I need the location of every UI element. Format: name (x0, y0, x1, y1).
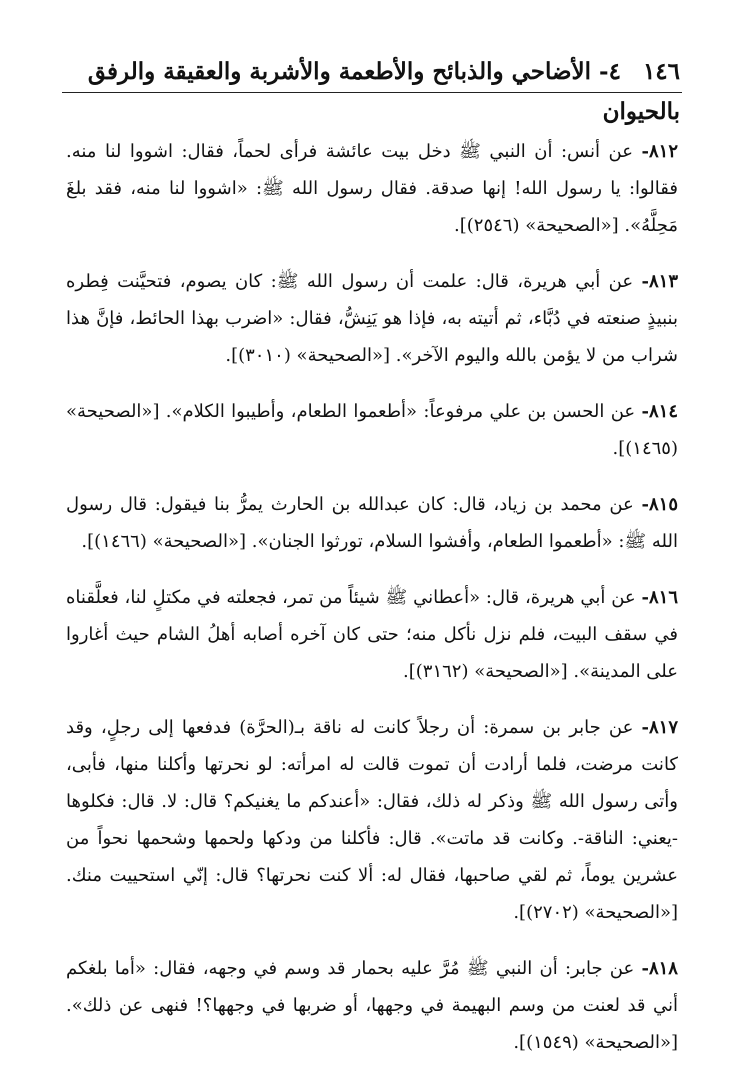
hadith-number: ٨١٣- (641, 271, 678, 292)
hadith-814 (66, 393, 678, 467)
hadith-817 (66, 709, 678, 931)
hadith-number: ٨١٤- (641, 401, 678, 422)
page-header (60, 52, 680, 125)
hadith-number: ٨١٥- (641, 494, 678, 515)
hadith-818 (66, 950, 678, 1061)
header-divider (62, 92, 682, 93)
hadith-number: ٨١٨- (641, 958, 678, 979)
hadith-text: عن جابر بن سمرة: أن رجلاً كانت له ناقة بـ(الحرَّة) فدفعها إلى رجلٍ، وقد كانت مرضت، فلما أرادت أن تموت قالت له امرأته: لو نحرتها وأكلنا منها، فأبى، وأتى رسول الله ﷺ وذكر له ذلك، فقال: «أعندكم ما يغنيكم؟ قال: لا. قال: فكلوها -يعني: الناقة-. وكانت قد ماتت». قال: فأكلنا من ودكها ولحمها وشحمها نحواً من عشرين يوماً، ثم لقي صاحبها، فقال له: ألا كنت نحرتها؟ قال: إنّي استحييت منك. [«الصحيحة» (٢٧٠٢)]. (66, 717, 678, 923)
hadith-812 (66, 133, 678, 244)
hadith-text: عن محمد بن زياد، قال: كان عبدالله بن الحارث يمرُّ بنا فيقول: قال رسول الله ﷺ: «أطعموا الطعام، وأفشوا السلام، تورثوا الجنان». [«الصحيحة» (١٤٦٦)]. (66, 494, 678, 552)
hadith-816 (66, 579, 678, 690)
hadith-text: عن أنس: أن النبي ﷺ دخل بيت عائشة فرأى لحماً، فقال: اشووا لنا منه. فقالوا: يا رسول الله! إنها صدقة. فقال رسول الله ﷺ: «اشووا لنا منه، فقد بلغَ مَحِلَّهُ». [«الصحيحة» (٢٥٤٦)]. (66, 141, 678, 236)
page-number: ١٤٦ (642, 58, 680, 85)
hadith-text: عن أبي هريرة، قال: «أعطاني ﷺ شيئاً من تمر، فجعلته في مكتلٍ لنا، فعلَّقناه في سقف البيت، فلم نزل نأكل منه؛ حتى كان آخره أصابه أهلُ الشام حيث أغاروا على المدينة». [«الصحيحة» (٣١٦٢)]. (66, 587, 678, 682)
hadith-number: ٨١٦- (641, 587, 678, 608)
hadith-text: عن الحسن بن علي مرفوعاً: «أطعموا الطعام، وأطيبوا الكلام». [«الصحيحة» (١٤٦٥)]. (66, 401, 678, 459)
hadith-number: ٨١٢- (641, 141, 678, 162)
hadith-text: عن جابر: أن النبي ﷺ مُرَّ عليه بحمار قد وسم في وجهه، فقال: «أما بلغكم أني قد لعنت من وسم البهيمة في وجهها، أو ضربها في وجهها؟! فنهى عن ذلك». [«الصحيحة» (١٥٤٩)]. (66, 958, 678, 1053)
hadith-number: ٨١٧- (641, 717, 678, 738)
hadith-list (66, 133, 678, 1080)
hadith-815 (66, 486, 678, 560)
hadith-813 (66, 263, 678, 374)
hadith-text: عن أبي هريرة، قال: علمت أن رسول الله ﷺ: كان يصوم، فتحيَّنت فِطره بنبيذٍ صنعته في دُبَّاء، ثم أتيته به، فإذا هو يَنِشُّ، فقال: «اضرب بهذا الحائط، فإنَّ هذا شراب من لا يؤمن بالله واليوم الآخر». [«الصحيحة» (٣٠١٠)]. (66, 271, 678, 366)
chapter-title: ٤- الأضاحي والذبائح والأطعمة والأشربة والعقيقة والرفق بالحيوان (87, 58, 680, 125)
